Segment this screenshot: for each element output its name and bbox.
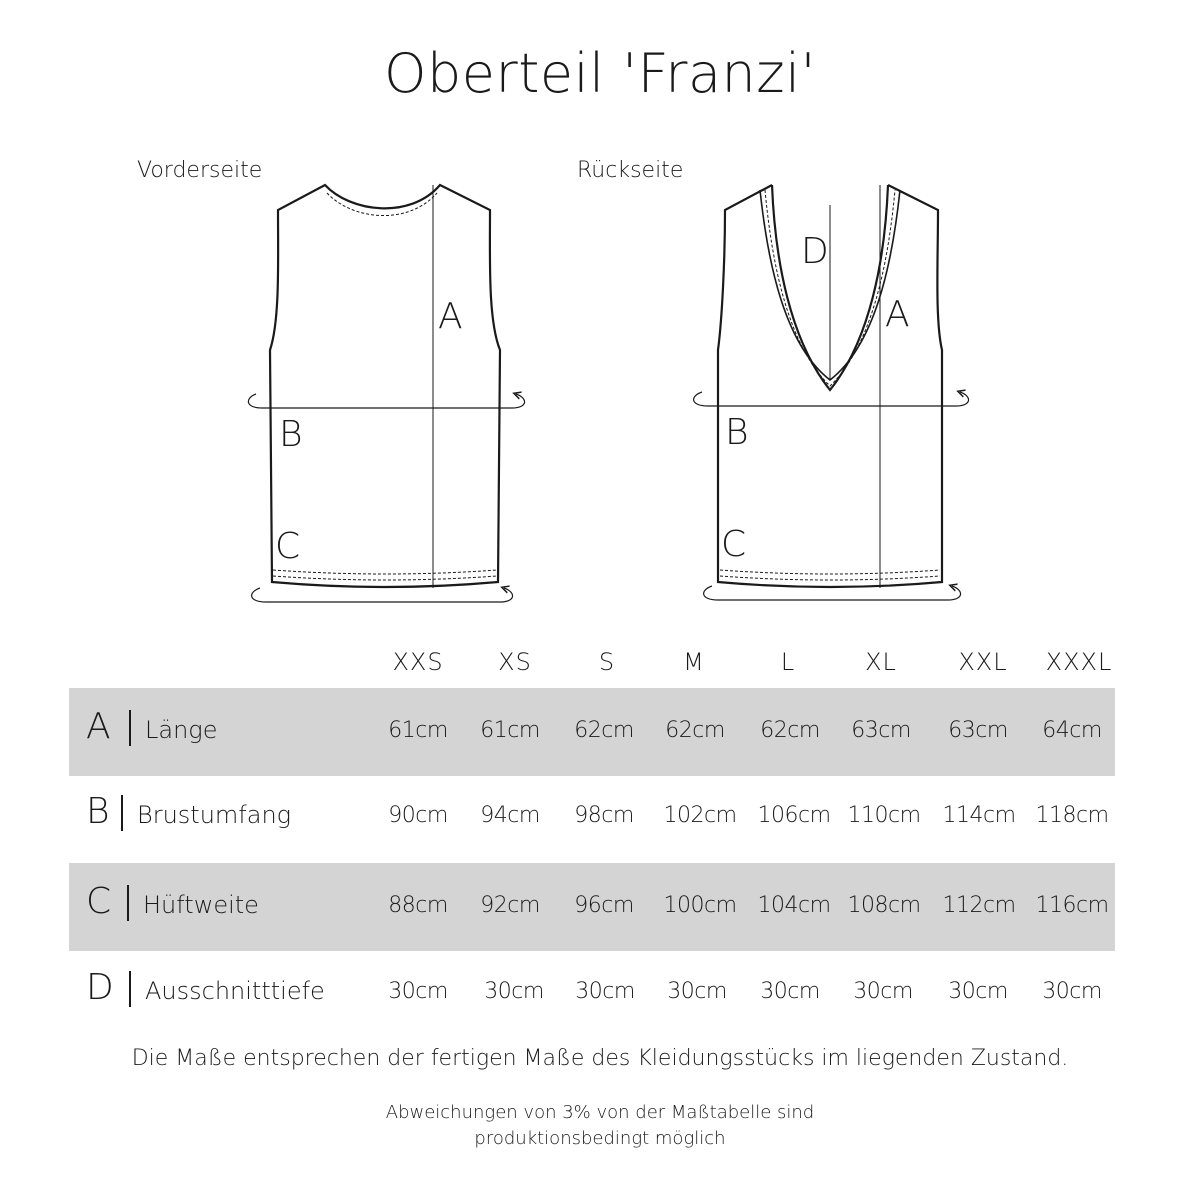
table-row	[69, 949, 1115, 1037]
row-divider	[129, 971, 131, 1007]
row-divider	[129, 710, 131, 746]
table-cell: 62cm	[760, 718, 820, 743]
back-hem-stitch-2	[720, 576, 940, 580]
table-cell: 92cm	[480, 893, 540, 918]
page-title: Oberteil 'Franzi'	[384, 42, 816, 105]
front-hem-stitch-2	[273, 576, 497, 580]
size-header: XXXL	[1045, 648, 1113, 676]
tolerance-note-line-1: Abweichungen von 3% von der Maßtabelle sind	[385, 1102, 815, 1123]
table-cell: 30cm	[575, 979, 635, 1004]
front-letter-c: C	[275, 526, 301, 567]
table-cell: 102cm	[663, 803, 737, 828]
table-cell: 30cm	[1042, 979, 1102, 1004]
table-cell: 110cm	[847, 803, 921, 828]
table-cell: 108cm	[847, 893, 921, 918]
back-hip-line-c	[704, 586, 961, 600]
table-cell: 64cm	[1042, 718, 1102, 743]
table-row	[69, 863, 1115, 951]
front-neckline-stitch	[327, 193, 437, 216]
table-row	[69, 773, 1115, 861]
row-letter: A	[86, 706, 111, 747]
table-cell: 116cm	[1035, 893, 1109, 918]
size-header: XS	[498, 648, 532, 676]
back-letter-b: B	[725, 412, 749, 453]
front-hip-line-c	[252, 588, 513, 602]
table-cell: 30cm	[760, 979, 820, 1004]
row-divider	[127, 885, 129, 921]
row-letter: B	[86, 791, 110, 832]
table-cell: 112cm	[942, 893, 1016, 918]
table-cell: 96cm	[574, 893, 634, 918]
row-label: Länge	[145, 716, 218, 744]
table-cell: 94cm	[480, 803, 540, 828]
size-header: L	[780, 648, 796, 676]
size-header: M	[683, 648, 705, 676]
back-chest-line-b	[694, 392, 969, 406]
table-cell: 30cm	[667, 979, 727, 1004]
measurement-note: Die Maße entsprechen der fertigen Maße des Kleidungsstücks im liegenden Zustand.	[131, 1046, 1069, 1071]
table-cell: 98cm	[574, 803, 634, 828]
table-cell: 30cm	[853, 979, 913, 1004]
size-header: S	[598, 648, 616, 676]
table-cell: 30cm	[388, 979, 448, 1004]
back-view-label: Rückseite	[577, 158, 684, 183]
front-chest-line-b	[248, 394, 524, 408]
table-cell: 118cm	[1035, 803, 1109, 828]
front-letter-a: A	[438, 296, 463, 337]
back-letter-a: A	[885, 294, 910, 335]
table-cell: 30cm	[484, 979, 544, 1004]
table-cell: 63cm	[948, 718, 1008, 743]
back-hem-stitch-1	[720, 570, 940, 574]
row-label: Ausschnitttiefe	[145, 977, 325, 1005]
table-cell: 114cm	[942, 803, 1016, 828]
size-header: XXS	[392, 648, 444, 676]
table-cell: 104cm	[757, 893, 831, 918]
size-header: XL	[865, 648, 897, 676]
table-cell: 61cm	[388, 718, 448, 743]
row-label: Hüftweite	[143, 891, 259, 919]
table-cell: 62cm	[665, 718, 725, 743]
row-letter: C	[86, 881, 112, 922]
table-cell: 63cm	[851, 718, 911, 743]
row-label: Brustumfang	[137, 801, 292, 829]
table-cell: 90cm	[388, 803, 448, 828]
table-cell: 106cm	[757, 803, 831, 828]
back-letter-d: D	[801, 231, 829, 272]
front-view-label: Vorderseite	[137, 158, 263, 183]
table-row	[69, 688, 1115, 776]
back-letter-c: C	[721, 524, 747, 565]
table-cell: 30cm	[948, 979, 1008, 1004]
table-cell: 62cm	[574, 718, 634, 743]
table-cell: 61cm	[480, 718, 540, 743]
row-letter: D	[86, 967, 114, 1008]
front-letter-b: B	[279, 414, 303, 455]
row-divider	[121, 795, 123, 831]
size-header: XXL	[958, 648, 1008, 676]
front-hem-stitch-1	[273, 570, 497, 574]
table-cell: 100cm	[663, 893, 737, 918]
tolerance-note-line-2: produktionsbedingt möglich	[474, 1128, 726, 1149]
table-cell: 88cm	[388, 893, 448, 918]
front-outline	[270, 185, 500, 587]
